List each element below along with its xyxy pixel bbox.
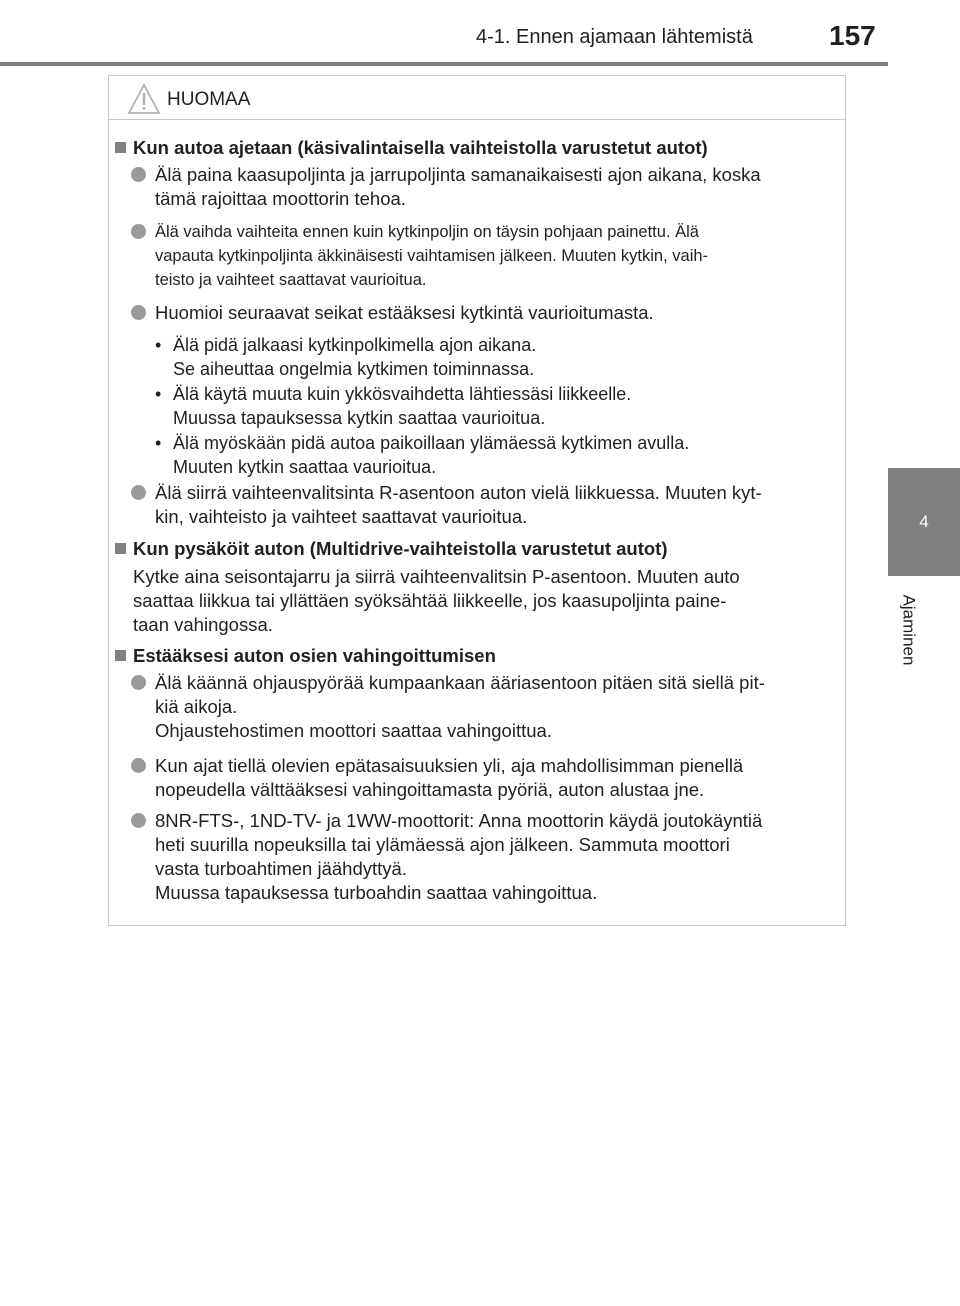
sub-list-item-text	[173, 431, 815, 479]
notice-header	[109, 76, 845, 120]
text-line: taan vahingossa.	[133, 614, 273, 635]
bullet-dot-icon	[131, 167, 146, 182]
list-item-text	[155, 671, 841, 743]
bullet-dot-icon	[131, 675, 146, 690]
text-line: kin, vaihteisto ja vaihteet saattavat vaurioitua.	[155, 506, 528, 527]
text-line: nopeudella välttääksesi vahingoittamasta pyöriä, auton alustaa jne.	[155, 779, 705, 800]
list-item	[131, 809, 841, 905]
sub-list-item	[155, 333, 815, 381]
sub-bullet: •	[155, 384, 162, 404]
section-square-icon	[115, 543, 126, 554]
section-heading-text: Kun pysäköit auton (Multidrive-vaihteistolla varustetut autot)	[133, 538, 668, 559]
sub-bullet: •	[155, 433, 162, 453]
text-line: kiä aikoja.	[155, 696, 238, 717]
text-line: 8NR-FTS-, 1ND-TV- ja 1WW-moottorit: Anna moottorin käydä joutokäyntiä	[155, 810, 763, 831]
section-heading	[115, 537, 668, 561]
list-item-text	[155, 754, 841, 802]
text-line: vapauta kytkinpoljinta äkkinäisesti vaihtamisen jälkeen. Muuten kytkin, vaih-	[155, 247, 709, 265]
section-heading	[115, 644, 496, 668]
sub-list-item-text	[173, 333, 815, 381]
text-line: Älä käytä muuta kuin ykkösvaihdetta lähtiessäsi liikkeelle.	[173, 384, 632, 404]
text-line: Älä pidä jalkaasi kytkinpolkimella ajon aikana.	[173, 335, 537, 355]
section-square-icon	[115, 650, 126, 661]
text-line: Älä myöskään pidä autoa paikoillaan ylämäessä kytkimen avulla.	[173, 433, 690, 453]
bullet-dot-icon	[131, 485, 146, 500]
notice-title: HUOMAA	[167, 89, 251, 110]
text-line: Älä vaihda vaihteita ennen kuin kytkinpoljin on täysin pohjaan painettu. Älä	[155, 223, 699, 241]
bullet-dot-icon	[131, 305, 146, 320]
section-heading-text: Kun autoa ajetaan (käsivalintaisella vaihteistolla varustetut autot)	[133, 137, 708, 158]
sub-list-item-text	[173, 382, 815, 430]
list-item	[131, 754, 841, 802]
header-rule	[0, 62, 888, 66]
chapter-tab	[888, 468, 960, 576]
chapter-label	[893, 590, 923, 670]
text-line: Muuten kytkin saattaa vaurioitua.	[173, 457, 437, 477]
bullet-dot-icon	[131, 758, 146, 773]
list-item	[131, 220, 841, 292]
list-item	[131, 671, 841, 743]
text-line: saattaa liikkua tai yllättäen syöksähtää liikkeelle, jos kaasupoljinta paine-	[133, 590, 727, 611]
text-line: Älä käännä ohjauspyörää kumpaankaan ääriasentoon pitäen sitä siellä pit-	[155, 672, 765, 693]
sub-bullet: •	[155, 335, 162, 355]
text-line: tämä rajoittaa moottorin tehoa.	[155, 188, 406, 209]
text-line: Älä paina kaasupoljinta ja jarrupoljinta samanaikaisesti ajon aikana, koska	[155, 164, 761, 185]
list-item-text	[155, 220, 841, 292]
warning-triangle-icon	[127, 83, 161, 115]
chapter-label-text: Ajaminen	[899, 594, 918, 666]
sub-list-item	[155, 431, 815, 479]
sub-list-item	[155, 382, 815, 430]
text-line: teisto ja vaihteet saattavat vaurioitua.	[155, 271, 427, 289]
text-line: vasta turboahtimen jäähdyttyä.	[155, 858, 407, 879]
list-item-text	[155, 163, 841, 211]
text-line: Kun ajat tiellä olevien epätasaisuuksien yli, aja mahdollisimman pienellä	[155, 755, 744, 776]
section-square-icon	[115, 142, 126, 153]
list-item-text	[155, 481, 841, 529]
text-line: Ohjaustehostimen moottori saattaa vahingoittua.	[155, 720, 552, 741]
section-heading	[115, 136, 708, 160]
list-item-text	[155, 301, 841, 325]
section-heading-text: Estääksesi auton osien vahingoittumisen	[133, 645, 496, 666]
list-item	[131, 301, 841, 325]
page-number: 157	[829, 20, 876, 51]
list-item	[131, 481, 841, 529]
header-section-title: 4-1. Ennen ajamaan lähtemistä	[476, 26, 753, 48]
text-line: heti suurilla nopeuksilla tai ylämäessä ajon jälkeen. Sammuta moottori	[155, 834, 730, 855]
notice-box	[108, 75, 846, 926]
text-line: Muussa tapauksessa kytkin saattaa vaurioitua.	[173, 408, 546, 428]
chapter-number: 4	[919, 512, 929, 531]
bullet-dot-icon	[131, 224, 146, 239]
section-paragraph	[133, 565, 831, 637]
list-item	[131, 163, 841, 211]
text-line: Muussa tapauksessa turboahdin saattaa vahingoittua.	[155, 882, 598, 903]
list-item-text	[155, 809, 841, 905]
text-line: Huomioi seuraavat seikat estääksesi kytkintä vaurioitumasta.	[155, 302, 654, 323]
text-line: Älä siirrä vaihteenvalitsinta R-asentoon auton vielä liikkuessa. Muuten kyt-	[155, 482, 762, 503]
text-line: Se aiheuttaa ongelmia kytkimen toiminnassa.	[173, 359, 535, 379]
bullet-dot-icon	[131, 813, 146, 828]
text-line: Kytke aina seisontajarru ja siirrä vaihteenvalitsin P-asentoon. Muuten auto	[133, 566, 740, 587]
